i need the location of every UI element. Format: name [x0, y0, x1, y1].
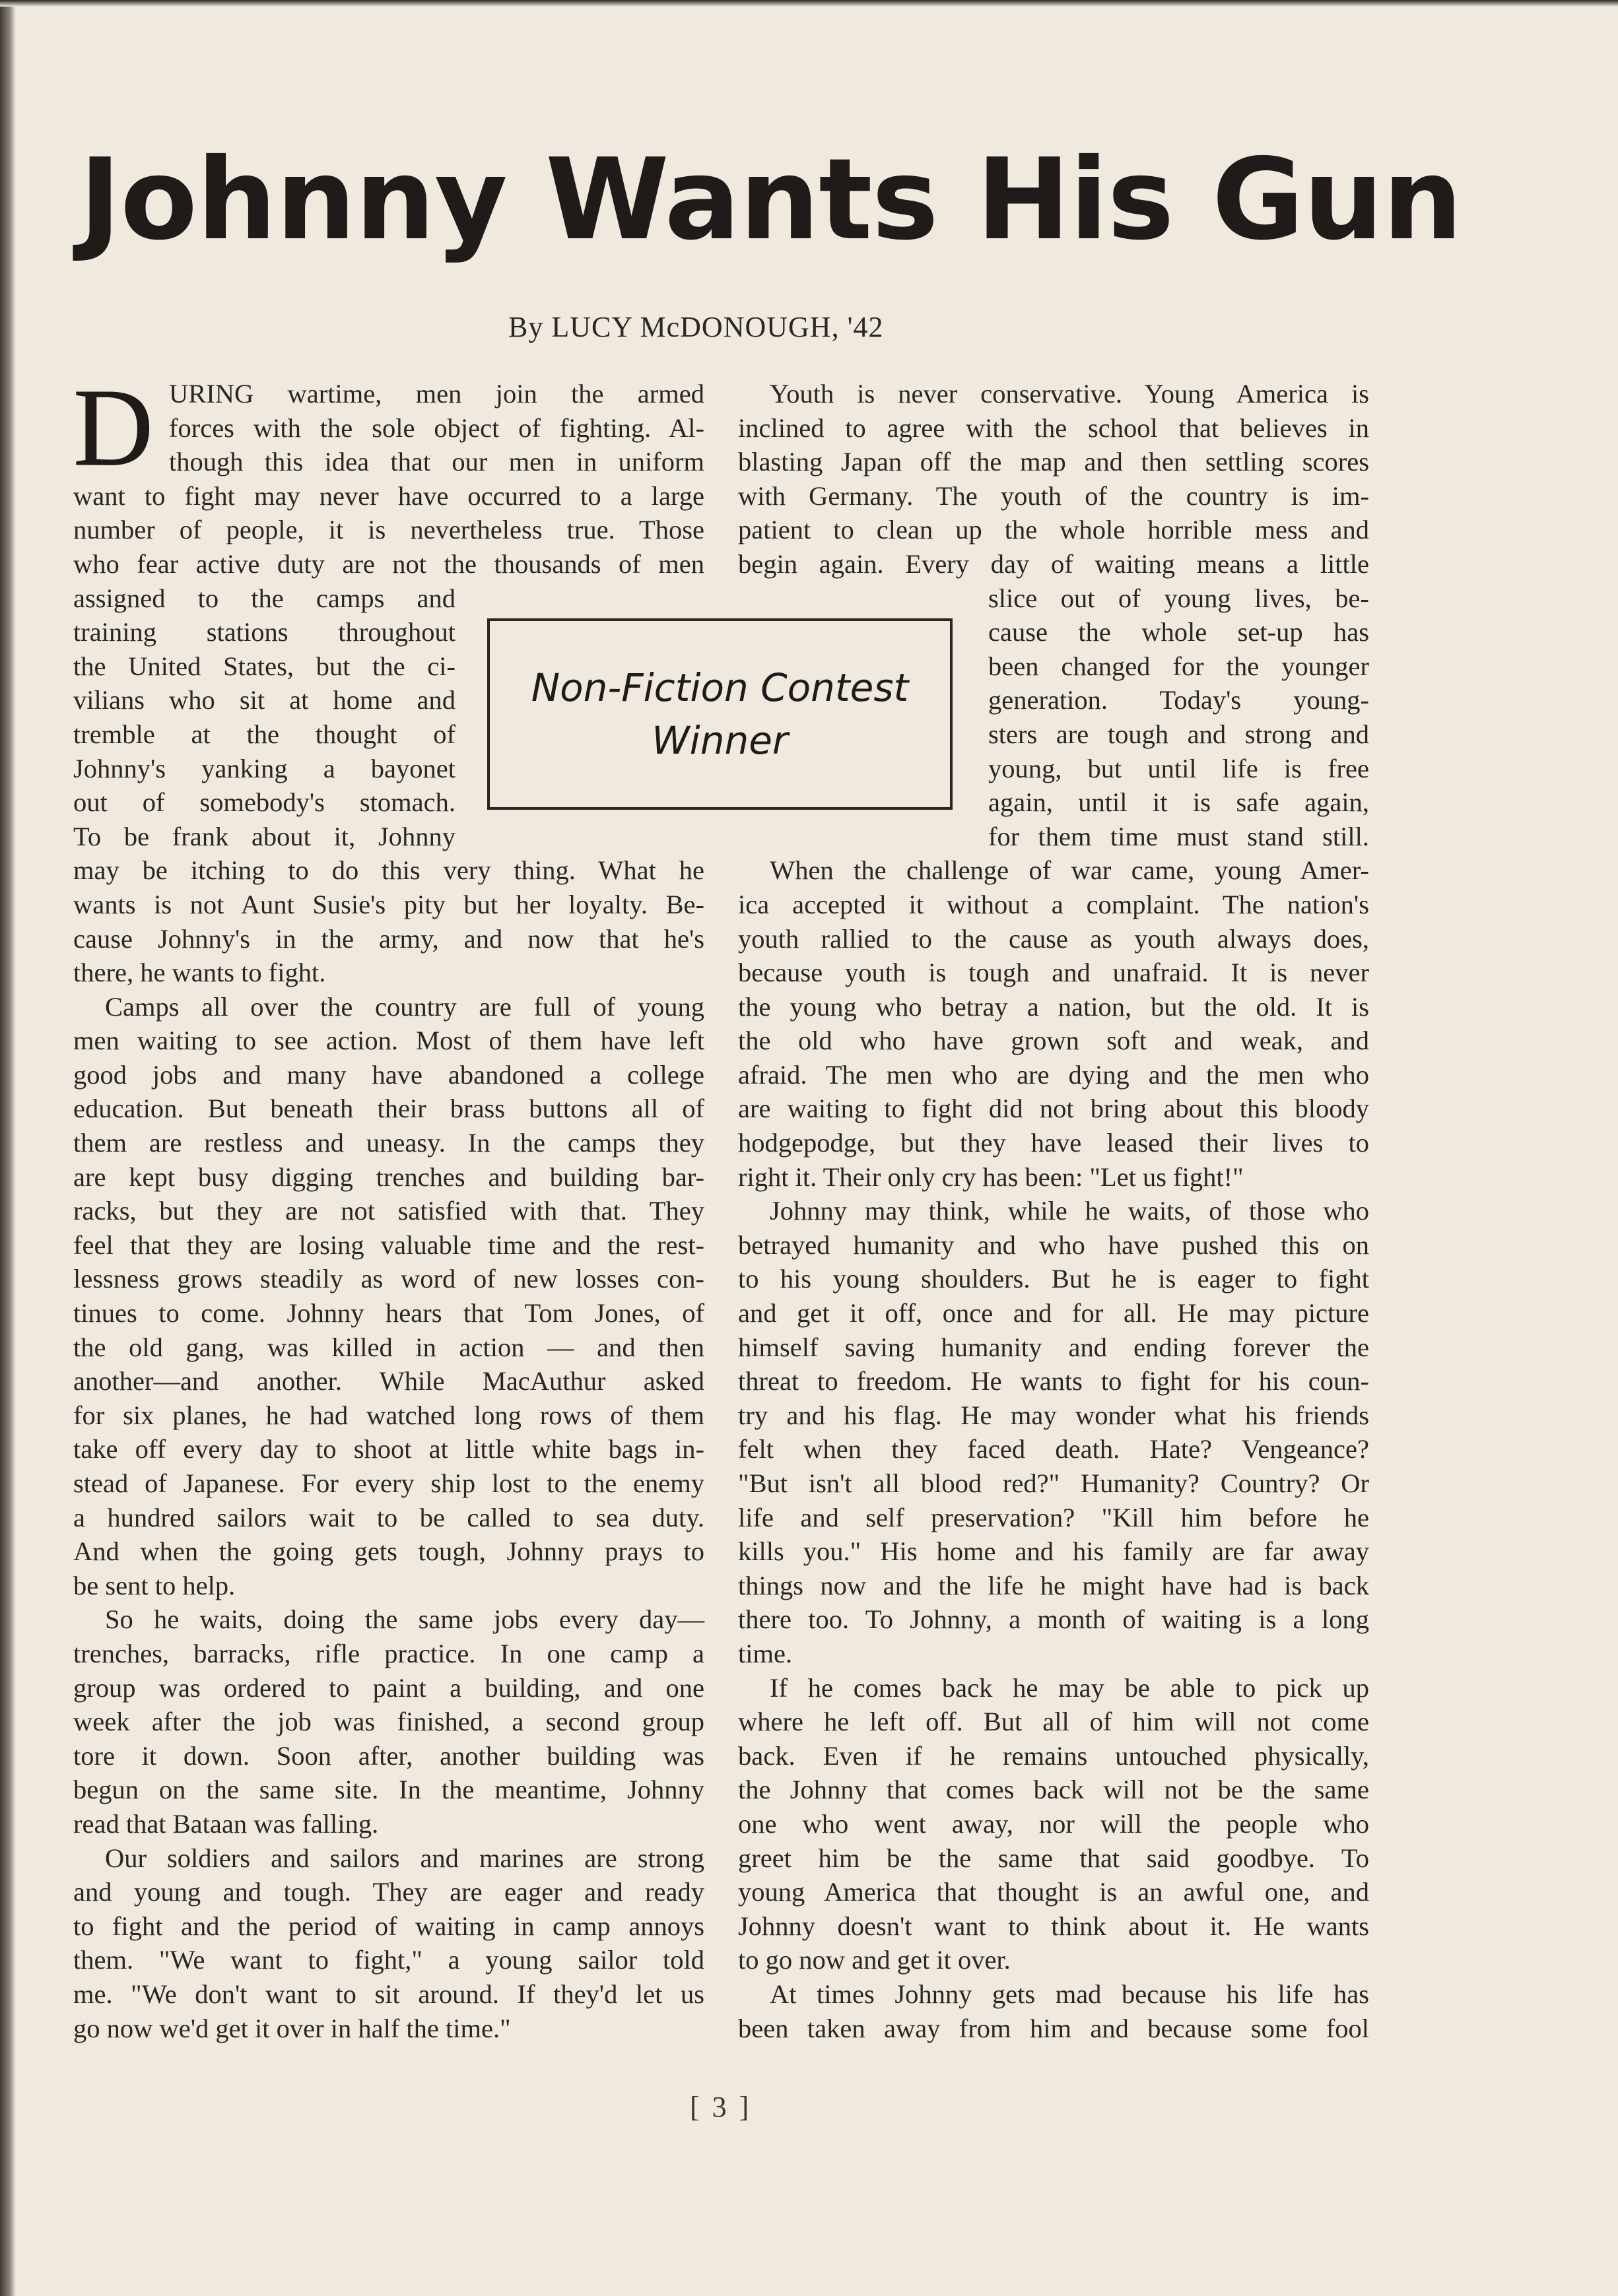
text-line: time. [738, 1638, 793, 1668]
page-number: [ 3 ] [690, 2091, 752, 2123]
text-line: sters are tough and strong and [988, 719, 1369, 749]
text-line: are kept busy digging trenches and building bar- [73, 1162, 704, 1192]
text-line: himself saving humanity and ending forever the [738, 1332, 1369, 1362]
text-line: education. But beneath their brass buttons all of [73, 1094, 704, 1124]
text-line: for six planes, he had watched long rows of them [73, 1400, 704, 1430]
text-line: patient to clean up the whole horrible mess and [738, 515, 1369, 545]
binding-shadow [0, 0, 16, 2296]
text-line: afraid. The men who are dying and the men who [738, 1059, 1369, 1090]
top-edge-shadow [0, 0, 1618, 7]
text-line: So he waits, doing the same jobs every day— [105, 1604, 704, 1635]
text-line: men waiting to see action. Most of them have left [73, 1026, 704, 1056]
text-line: kills you." His home and his family are far away [738, 1536, 1369, 1567]
text-line: to fight and the period of waiting in camp annoys [73, 1911, 704, 1941]
text-line: try and his flag. He may wonder what his friends [738, 1400, 1369, 1430]
text-line: the old who have grown soft and weak, and [738, 1026, 1369, 1056]
text-line: tore it down. Soon after, another building was [73, 1740, 704, 1771]
text-line: vilians who sit at home and [73, 685, 455, 715]
text-line: been taken away from him and because some fool [738, 2013, 1369, 2043]
text-line: to go now and get it over. [738, 1945, 1011, 1975]
text-line: Camps all over the country are full of young [105, 991, 704, 1022]
text-line: generation. Today's young- [988, 685, 1369, 715]
text-line: cause Johnny's in the army, and now that he's [73, 923, 704, 954]
callout-line-2: Winner [652, 718, 788, 763]
text-line: inclined to agree with the school that believes in [738, 412, 1369, 443]
text-line: young, but until life is free [988, 753, 1369, 783]
text-line: the young who betray a nation, but the old. It is [738, 991, 1369, 1022]
text-line: Johnny's yanking a bayonet [73, 753, 455, 783]
article-title: Johnny Wants His Gun [79, 135, 1462, 265]
text-line: want to fight may never have occurred to a large [73, 480, 704, 511]
text-line: there too. To Johnny, a month of waiting is a long [738, 1604, 1369, 1635]
text-line: young America that thought is an awful one, and [738, 1877, 1369, 1907]
text-line: forces with the sole object of fighting. Al- [169, 412, 704, 443]
text-line: Our soldiers and sailors and marines are strong [105, 1843, 704, 1873]
text-line: At times Johnny gets mad because his life has [770, 1979, 1369, 2009]
text-line: a hundred sailors wait to be called to sea duty. [73, 1502, 704, 1532]
text-line: group was ordered to paint a building, and one [73, 1672, 704, 1703]
text-line: there, he wants to fight. [73, 958, 326, 988]
text-line: because youth is tough and unafraid. It is never [738, 958, 1369, 988]
text-line: tremble at the thought of [73, 719, 455, 749]
text-line: youth rallied to the cause as youth always does, [738, 923, 1369, 954]
text-line: may be itching to do this very thing. What he [73, 855, 704, 886]
text-line: read that Bataan was falling. [73, 1808, 379, 1839]
text-line: blasting Japan off the map and then settling scores [738, 447, 1369, 477]
byline: By LUCY McDONOUGH, '42 [508, 311, 884, 343]
text-line: lessness grows steadily as word of new losses con- [73, 1264, 704, 1294]
text-line: be sent to help. [73, 1570, 236, 1600]
text-line: the Johnny that comes back will not be the same [738, 1775, 1369, 1805]
text-line: greet him be the same that said goodbye. To [738, 1843, 1369, 1873]
text-line: betrayed humanity and who have pushed this on [738, 1230, 1369, 1260]
text-line: week after the job was finished, a second group [73, 1707, 704, 1737]
text-line: are waiting to fight did not bring about this bloody [738, 1094, 1369, 1124]
text-line: slice out of young lives, be- [988, 583, 1369, 613]
text-line: assigned to the camps and [73, 583, 455, 613]
text-line: number of people, it is nevertheless true. Those [73, 515, 704, 545]
text-line: Johnny may think, while he waits, of those who [770, 1196, 1369, 1226]
text-line: ica accepted it without a complaint. The nation's [738, 889, 1369, 919]
text-line: who fear active duty are not the thousands of men [73, 548, 704, 579]
text-line: If he comes back he may be able to pick up [770, 1672, 1369, 1703]
text-line: Johnny doesn't want to think about it. He wants [738, 1911, 1369, 1941]
text-line: To be frank about it, Johnny [73, 821, 455, 851]
text-line: though this idea that our men in uniform [169, 447, 704, 477]
text-line: hodgepodge, but they have leased their lives to [738, 1128, 1369, 1158]
text-line: training stations throughout [73, 617, 455, 647]
text-line: cause the whole set-up has [988, 617, 1369, 647]
text-line: When the challenge of war came, young Amer- [770, 855, 1369, 886]
text-line: right it. Their only cry has been: "Let us fight!" [738, 1162, 1244, 1192]
text-line: again, until it is safe again, [988, 787, 1369, 818]
text-line: me. "We don't want to sit around. If they'd let us [73, 1979, 704, 2009]
text-line: with Germany. The youth of the country is im- [738, 480, 1369, 511]
text-line: wants is not Aunt Susie's pity but her loyalty. Be- [73, 889, 704, 919]
text-line: and get it off, once and for all. He may picture [738, 1298, 1369, 1328]
text-line: things now and the life he might have had is back [738, 1570, 1369, 1600]
text-line: where he left off. But all of him will not come [738, 1707, 1369, 1737]
text-line: one who went away, nor will the people who [738, 1808, 1369, 1839]
text-line: Youth is never conservative. Young America is [770, 379, 1369, 409]
text-line: racks, but they are not satisfied with that. They [73, 1196, 704, 1226]
text-line: stead of Japanese. For every ship lost to the enemy [73, 1468, 704, 1498]
text-line: them are restless and uneasy. In the camps they [73, 1128, 704, 1158]
text-line: go now we'd get it over in half the time." [73, 2013, 511, 2043]
text-line: begun on the same site. In the meantime, Johnny [73, 1775, 704, 1805]
text-line: felt when they faced death. Hate? Vengeance? [738, 1434, 1369, 1464]
right-column [738, 377, 1369, 2045]
text-line: tinues to come. Johnny hears that Tom Jones, of [73, 1298, 704, 1328]
text-line: life and self preservation? "Kill him before he [738, 1502, 1369, 1532]
text-line: URING wartime, men join the armed [169, 379, 704, 409]
text-line: to his young shoulders. But he is eager to fight [738, 1264, 1369, 1294]
drop-cap: D [73, 366, 154, 489]
text-line: the United States, but the ci- [73, 651, 455, 681]
text-line: the old gang, was killed in action — and then [73, 1332, 704, 1362]
text-line: "But isn't all blood red?" Humanity? Country? Or [738, 1468, 1369, 1498]
text-line: begin again. Every day of waiting means a little [738, 548, 1369, 579]
text-line: and young and tough. They are eager and ready [73, 1877, 704, 1907]
left-column [73, 366, 704, 2045]
text-line: out of somebody's stomach. [73, 787, 455, 818]
text-line: back. Even if he remains untouched physically, [738, 1740, 1369, 1771]
text-line: And when the going gets tough, Johnny prays to [73, 1536, 704, 1567]
text-line: been changed for the younger [988, 651, 1369, 681]
text-line: another—and another. While MacAuthur asked [73, 1366, 704, 1396]
callout-line-1: Non-Fiction Contest [531, 665, 909, 710]
text-line: them. "We want to fight," a young sailor told [73, 1945, 704, 1975]
text-line: for them time must stand still. [988, 821, 1369, 851]
text-line: take off every day to shoot at little white bags in- [73, 1434, 704, 1464]
text-line: trenches, barracks, rifle practice. In one camp a [73, 1638, 704, 1668]
text-line: good jobs and many have abandoned a college [73, 1059, 704, 1090]
text-line: feel that they are losing valuable time and the rest- [73, 1230, 704, 1260]
text-line: threat to freedom. He wants to fight for his coun- [738, 1366, 1369, 1396]
